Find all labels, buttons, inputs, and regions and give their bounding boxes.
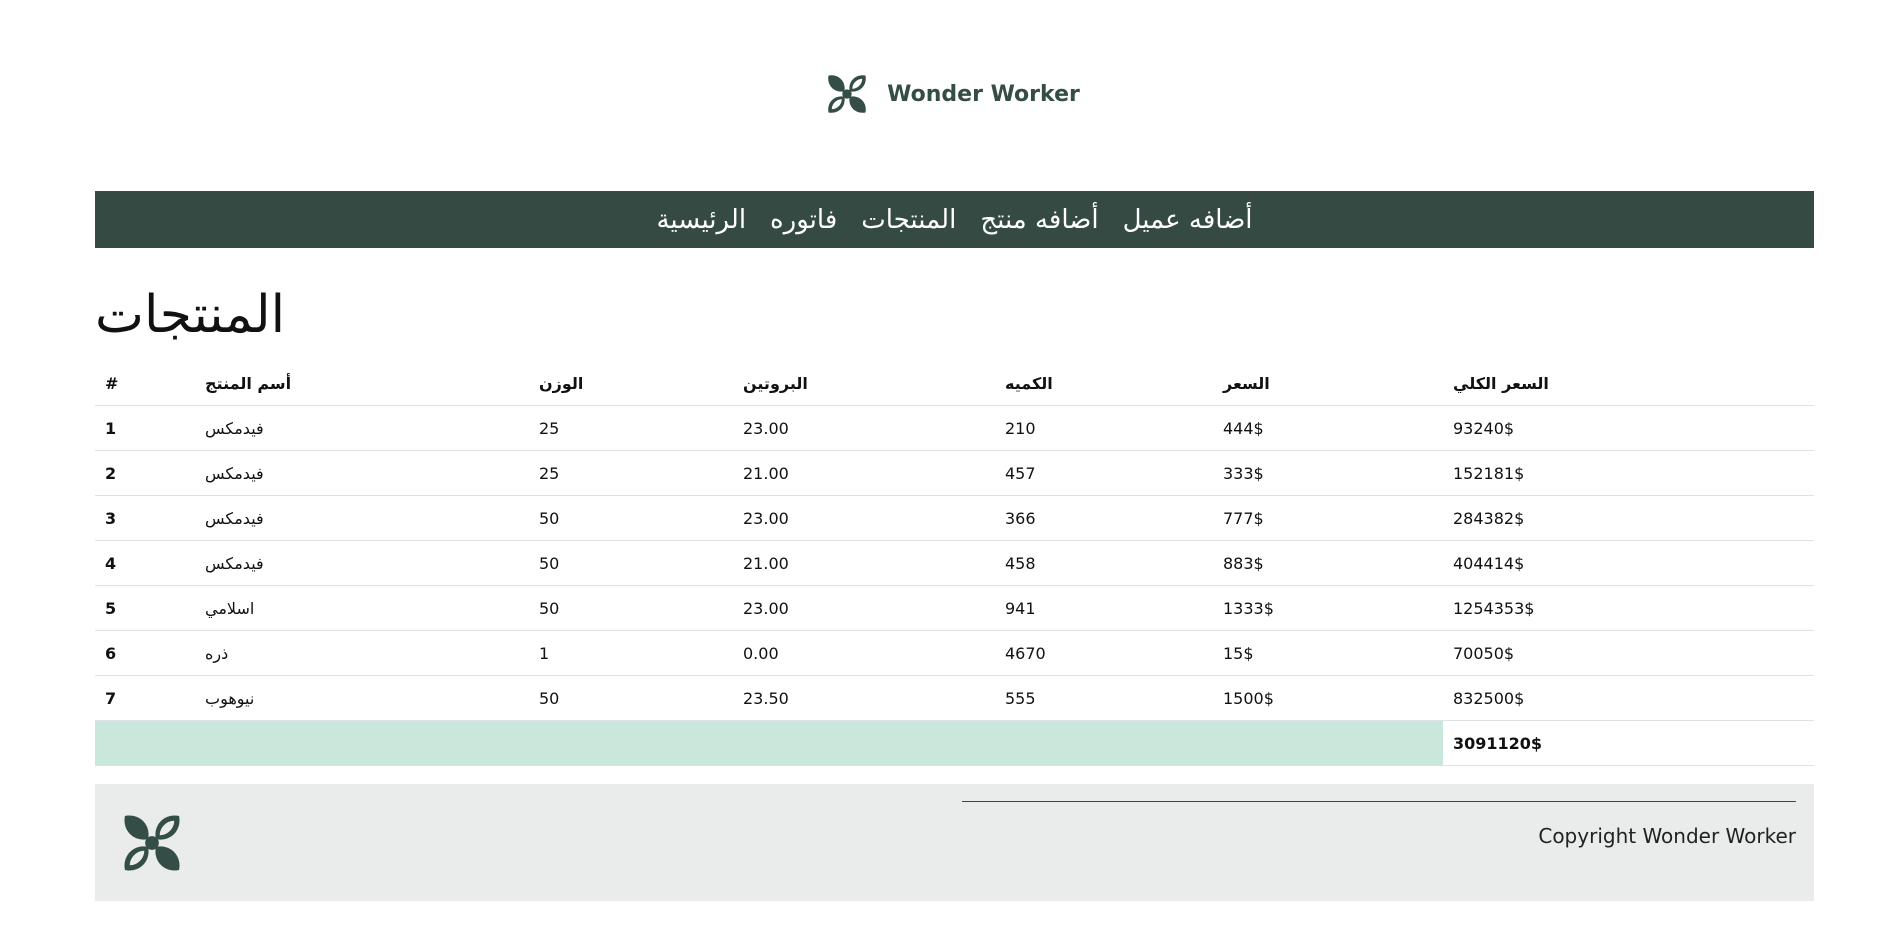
column-header-total-price: السعر الكلي (1443, 361, 1814, 406)
cell-product-name: اسلامي (195, 586, 529, 631)
column-header-price: السعر (1213, 361, 1443, 406)
cell-quantity: 458 (995, 541, 1213, 586)
nav-invoice[interactable]: فاتوره (770, 204, 838, 235)
cell-protein: 0.00 (733, 631, 995, 676)
cell-weight: 50 (529, 541, 733, 586)
cell-quantity: 457 (995, 451, 1213, 496)
cell-price: 883$ (1213, 541, 1443, 586)
cell-index: 3 (95, 496, 195, 541)
column-header-weight: الوزن (529, 361, 733, 406)
cell-product-name: فيدمكس (195, 496, 529, 541)
cell-total-price: 70050$ (1443, 631, 1814, 676)
footer-divider (962, 801, 1796, 802)
grand-total-row (95, 721, 1814, 766)
cell-weight: 50 (529, 586, 733, 631)
cell-index: 2 (95, 451, 195, 496)
cell-total-price: 404414$ (1443, 541, 1814, 586)
footer-copyright: Copyright Wonder Worker (1538, 824, 1796, 848)
main-navbar (95, 191, 1814, 248)
column-header-index: # (95, 361, 195, 406)
cell-index: 5 (95, 586, 195, 631)
table-row (95, 451, 1814, 496)
cell-weight: 25 (529, 451, 733, 496)
cell-weight: 50 (529, 676, 733, 721)
nav-add-product[interactable]: أضافه منتج (980, 204, 1099, 235)
cell-protein: 23.00 (733, 406, 995, 451)
brand-name[interactable]: Wonder Worker (887, 81, 1080, 107)
leaf-clover-icon (111, 799, 193, 887)
table-row (95, 406, 1814, 451)
cell-product-name: فيدمكس (195, 541, 529, 586)
cell-price: 15$ (1213, 631, 1443, 676)
cell-protein: 23.00 (733, 496, 995, 541)
cell-price: 333$ (1213, 451, 1443, 496)
cell-quantity: 555 (995, 676, 1213, 721)
cell-total-price: 152181$ (1443, 451, 1814, 496)
cell-weight: 25 (529, 406, 733, 451)
nav-home[interactable]: الرئيسية (656, 204, 747, 235)
cell-index: 1 (95, 406, 195, 451)
table-row (95, 676, 1814, 721)
table-row (95, 586, 1814, 631)
page-title: المنتجات (95, 285, 286, 345)
grand-total-value: 3091120$ (1443, 721, 1814, 766)
page-footer (95, 784, 1814, 901)
table-row (95, 496, 1814, 541)
cell-product-name: فيدمكس (195, 406, 529, 451)
cell-index: 4 (95, 541, 195, 586)
cell-quantity: 4670 (995, 631, 1213, 676)
table-row (95, 631, 1814, 676)
column-header-protein: البروتين (733, 361, 995, 406)
total-row-spacer (95, 721, 1443, 766)
cell-index: 6 (95, 631, 195, 676)
nav-add-customer[interactable]: أضافه عميل (1122, 204, 1253, 235)
cell-quantity: 210 (995, 406, 1213, 451)
column-header-quantity: الكميه (995, 361, 1213, 406)
cell-product-name: نيوهوب (195, 676, 529, 721)
leaf-clover-icon (819, 66, 875, 122)
cell-weight: 50 (529, 496, 733, 541)
cell-product-name: ذره (195, 631, 529, 676)
cell-price: 1333$ (1213, 586, 1443, 631)
nav-products[interactable]: المنتجات (861, 204, 957, 235)
cell-weight: 1 (529, 631, 733, 676)
cell-total-price: 93240$ (1443, 406, 1814, 451)
cell-total-price: 832500$ (1443, 676, 1814, 721)
cell-quantity: 941 (995, 586, 1213, 631)
cell-index: 7 (95, 676, 195, 721)
cell-total-price: 1254353$ (1443, 586, 1814, 631)
cell-product-name: فيدمكس (195, 451, 529, 496)
cell-quantity: 366 (995, 496, 1213, 541)
cell-price: 444$ (1213, 406, 1443, 451)
products-table (95, 361, 1814, 766)
cell-protein: 21.00 (733, 541, 995, 586)
cell-protein: 21.00 (733, 451, 995, 496)
brand-header (0, 66, 1899, 122)
column-header-product-name: أسم المنتج (195, 361, 529, 406)
cell-protein: 23.50 (733, 676, 995, 721)
cell-protein: 23.00 (733, 586, 995, 631)
cell-price: 777$ (1213, 496, 1443, 541)
cell-total-price: 284382$ (1443, 496, 1814, 541)
table-header-row (95, 361, 1814, 406)
cell-price: 1500$ (1213, 676, 1443, 721)
table-row (95, 541, 1814, 586)
